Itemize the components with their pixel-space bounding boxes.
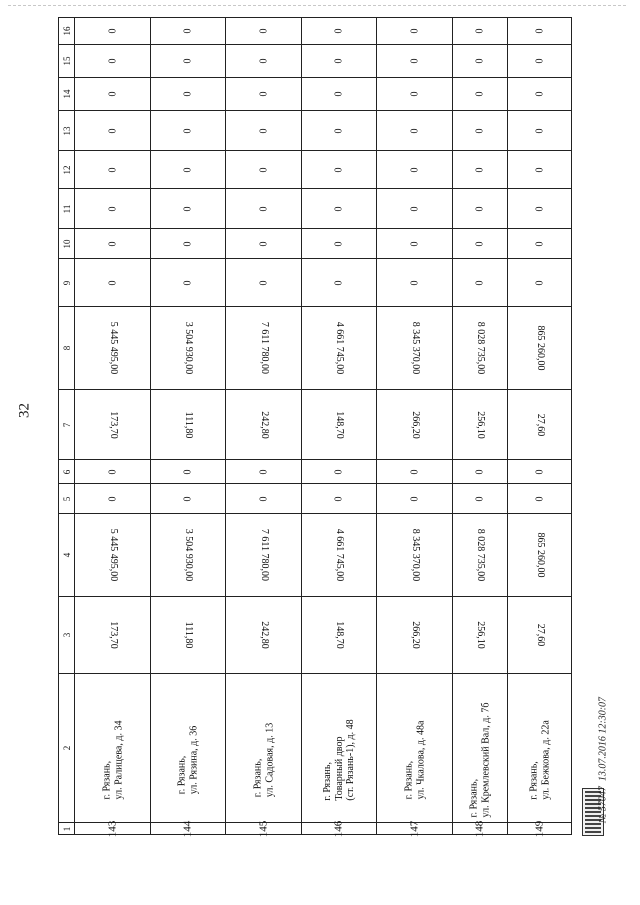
value-cell — [377, 484, 453, 514]
column-number: 3 — [61, 632, 72, 638]
value-cell — [226, 229, 302, 259]
value-cell — [226, 259, 302, 307]
column-number: 14 — [61, 89, 72, 99]
cell-value: 0 — [257, 241, 269, 246]
value-cell — [377, 307, 453, 390]
address-text: г. Рязань, ул. Садовая, д. 13 — [252, 722, 275, 798]
cell-value: 0 — [533, 280, 545, 285]
column-number: 9 — [61, 280, 72, 285]
value-cell — [453, 151, 508, 189]
value-cell — [302, 390, 377, 460]
cell-value: 0 — [474, 206, 486, 211]
cell-value: 0 — [333, 469, 345, 474]
cell-value: 0 — [182, 241, 194, 246]
cell-value: 173,70 — [107, 410, 119, 439]
cell-value: 27,60 — [534, 623, 546, 647]
value-cell — [453, 78, 508, 111]
value-cell — [75, 17, 151, 45]
value-cell — [508, 45, 572, 78]
cell-value: 4 661 745,00 — [333, 321, 345, 375]
cell-value: 0 — [333, 496, 345, 501]
row-number: 147 — [408, 820, 421, 837]
column-number-cell — [58, 597, 75, 674]
value-cell — [151, 78, 226, 111]
column-number: 16 — [61, 26, 72, 36]
column-number: 7 — [61, 422, 72, 427]
column-number-cell — [58, 823, 75, 835]
value-cell — [226, 189, 302, 229]
value-cell — [508, 307, 572, 390]
cell-value: 148,70 — [333, 621, 345, 649]
cell-value: 0 — [533, 28, 545, 34]
value-cell — [453, 259, 508, 307]
value-cell — [302, 111, 377, 151]
cell-value: 0 — [533, 496, 545, 501]
address-cell — [75, 674, 151, 823]
value-cell — [377, 111, 453, 151]
value-cell — [151, 45, 226, 78]
address-text: г. Рязань, Товарный двор (ст. Рязань-1), д. 48 — [321, 719, 356, 801]
cell-value: 256,10 — [474, 621, 486, 649]
row-number: 144 — [181, 820, 194, 837]
cell-value: 0 — [333, 167, 345, 172]
value-cell — [302, 78, 377, 111]
column-number-cell — [58, 484, 75, 514]
cell-value: 266,20 — [409, 410, 421, 439]
value-cell — [377, 259, 453, 307]
value-cell — [377, 151, 453, 189]
value-cell — [75, 390, 151, 460]
value-cell — [453, 111, 508, 151]
row-number-cell — [377, 820, 453, 837]
row-number: 148 — [473, 820, 486, 837]
value-cell — [508, 189, 572, 229]
value-cell — [453, 307, 508, 390]
stamp-number: № 57047 — [597, 786, 609, 824]
value-cell — [377, 514, 453, 597]
value-cell — [302, 259, 377, 307]
value-cell — [453, 45, 508, 78]
value-cell — [75, 259, 151, 307]
cell-value: 266,20 — [409, 621, 421, 649]
value-cell — [75, 597, 151, 674]
page-number: 32 — [16, 403, 33, 418]
value-cell — [377, 189, 453, 229]
column-number: 6 — [61, 469, 72, 474]
column-number-cell — [58, 189, 75, 229]
address-cell — [226, 674, 302, 823]
value-cell — [75, 189, 151, 229]
value-cell — [226, 151, 302, 189]
value-cell — [151, 460, 226, 484]
value-cell — [151, 189, 226, 229]
row-number: 149 — [533, 820, 546, 837]
row-number-cell — [453, 820, 508, 837]
cell-value: 7 611 780,00 — [258, 321, 270, 375]
cell-value: 111,80 — [182, 411, 194, 438]
cell-value: 0 — [333, 91, 345, 97]
value-cell — [302, 514, 377, 597]
value-cell — [226, 390, 302, 460]
column-number-cell — [58, 111, 75, 151]
row-number: 145 — [257, 820, 270, 837]
column-number: 8 — [61, 345, 72, 351]
cell-value: 4 661 745,00 — [333, 528, 345, 582]
value-cell — [508, 78, 572, 111]
cell-value: 111,80 — [182, 621, 194, 649]
cell-value: 0 — [257, 91, 269, 97]
cell-value: 0 — [182, 128, 194, 133]
cell-value: 0 — [533, 58, 545, 64]
cell-value: 0 — [106, 206, 118, 211]
value-cell — [226, 307, 302, 390]
cell-value: 0 — [333, 206, 345, 211]
value-cell — [302, 17, 377, 45]
cell-value: 865 260,00 — [534, 325, 546, 371]
value-cell — [151, 390, 226, 460]
cell-value: 0 — [333, 58, 345, 64]
value-cell — [226, 17, 302, 45]
cell-value: 0 — [257, 128, 269, 133]
cell-value: 0 — [106, 58, 118, 64]
cell-value: 0 — [106, 128, 118, 133]
value-cell — [226, 484, 302, 514]
cell-value: 0 — [106, 167, 118, 172]
cell-value: 0 — [333, 28, 345, 34]
value-cell — [151, 307, 226, 390]
column-number-cell — [58, 307, 75, 390]
cell-value: 242,80 — [258, 621, 270, 649]
column-number-cell — [58, 151, 75, 189]
cell-value: 0 — [106, 280, 118, 285]
value-cell — [377, 229, 453, 259]
cell-value: 8 345 370,00 — [409, 321, 421, 375]
row-number-cell — [508, 820, 572, 837]
value-cell — [75, 307, 151, 390]
address-text: г. Рязань, ул. Чкалова, д. 48а — [403, 720, 426, 800]
cell-value: 0 — [257, 28, 269, 34]
cell-value: 148,70 — [333, 410, 345, 439]
address-cell — [302, 674, 377, 823]
cell-value: 0 — [533, 91, 545, 97]
value-cell — [453, 229, 508, 259]
value-cell — [75, 78, 151, 111]
cell-value: 0 — [257, 167, 269, 172]
cell-value: 0 — [257, 280, 269, 285]
column-number: 1 — [61, 826, 72, 831]
cell-value: 0 — [408, 280, 420, 285]
cell-value: 0 — [474, 469, 486, 474]
cell-value: 0 — [533, 241, 545, 246]
data-table — [58, 17, 572, 835]
cell-value: 0 — [333, 241, 345, 246]
cell-value: 0 — [182, 469, 194, 474]
value-cell — [508, 229, 572, 259]
cell-value: 0 — [333, 280, 345, 285]
document-stamp — [598, 697, 609, 823]
value-cell — [75, 111, 151, 151]
value-cell — [377, 45, 453, 78]
cell-value: 0 — [106, 91, 118, 97]
row-number: 146 — [332, 820, 345, 837]
scan-edge-line — [8, 5, 626, 7]
address-text: г. Рязань, ул. Кремлевский Вал, д. 7б — [468, 702, 491, 818]
value-cell — [302, 307, 377, 390]
cell-value: 0 — [106, 469, 118, 474]
cell-value: 0 — [474, 280, 486, 285]
cell-value: 0 — [106, 496, 118, 501]
value-cell — [453, 514, 508, 597]
column-number: 10 — [61, 239, 72, 248]
value-cell — [302, 460, 377, 484]
column-number-cell — [58, 45, 75, 78]
cell-value: 0 — [333, 128, 345, 133]
column-number-cell — [58, 78, 75, 111]
value-cell — [75, 151, 151, 189]
value-cell — [151, 111, 226, 151]
cell-value: 0 — [408, 206, 420, 211]
cell-value: 0 — [182, 58, 194, 64]
cell-value: 865 260,00 — [534, 532, 546, 578]
address-text: г. Рязань, ул. Рязина, д. 36 — [176, 725, 199, 795]
cell-value: 7 611 780,00 — [258, 528, 270, 582]
cell-value: 0 — [182, 206, 194, 211]
value-cell — [302, 229, 377, 259]
value-cell — [508, 17, 572, 45]
value-cell — [453, 484, 508, 514]
cell-value: 0 — [257, 469, 269, 474]
address-cell — [151, 674, 226, 823]
cell-value: 0 — [408, 469, 420, 474]
address-cell — [377, 674, 453, 823]
cell-value: 0 — [257, 206, 269, 211]
column-number-cell — [58, 674, 75, 823]
cell-value: 5 445 495,00 — [107, 528, 119, 582]
stamp-datetime: 13.07.2016 12:30:07 — [597, 696, 609, 782]
value-cell — [302, 45, 377, 78]
cell-value: 0 — [408, 496, 420, 501]
value-cell — [453, 189, 508, 229]
cell-value: 0 — [106, 28, 118, 34]
value-cell — [302, 151, 377, 189]
row-number-cell — [75, 820, 151, 837]
cell-value: 8 028 735,00 — [474, 528, 486, 582]
value-cell — [508, 151, 572, 189]
value-cell — [377, 17, 453, 45]
value-cell — [302, 189, 377, 229]
value-cell — [226, 514, 302, 597]
value-cell — [151, 514, 226, 597]
value-cell — [151, 229, 226, 259]
column-number-cell — [58, 460, 75, 484]
address-cell — [453, 674, 508, 823]
column-number: 4 — [61, 552, 72, 558]
value-cell — [226, 597, 302, 674]
cell-value: 0 — [408, 167, 420, 172]
value-cell — [453, 597, 508, 674]
value-cell — [226, 45, 302, 78]
cell-value: 0 — [257, 58, 269, 64]
cell-value: 0 — [408, 28, 420, 34]
cell-value: 8 028 735,00 — [474, 321, 486, 375]
value-cell — [226, 111, 302, 151]
cell-value: 242,80 — [258, 410, 270, 439]
column-number: 15 — [61, 56, 72, 66]
cell-value: 256,10 — [474, 410, 486, 439]
column-number: 12 — [61, 165, 72, 174]
cell-value: 0 — [474, 167, 486, 172]
cell-value: 0 — [474, 128, 486, 133]
cell-value: 0 — [106, 241, 118, 246]
row-number-cell — [226, 820, 302, 837]
column-number-cell — [58, 390, 75, 460]
cell-value: 3 504 930,00 — [182, 528, 194, 582]
row-number-cell — [151, 820, 226, 837]
value-cell — [508, 514, 572, 597]
value-cell — [302, 484, 377, 514]
value-cell — [377, 390, 453, 460]
value-cell — [508, 460, 572, 484]
column-number: 13 — [61, 126, 72, 135]
value-cell — [508, 484, 572, 514]
column-number: 11 — [61, 204, 72, 213]
value-cell — [377, 78, 453, 111]
value-cell — [151, 17, 226, 45]
value-cell — [453, 390, 508, 460]
cell-value: 5 445 495,00 — [107, 321, 119, 375]
value-cell — [453, 460, 508, 484]
cell-value: 3 504 930,00 — [182, 321, 194, 375]
value-cell — [151, 484, 226, 514]
cell-value: 0 — [474, 28, 486, 34]
value-cell — [302, 597, 377, 674]
cell-value: 0 — [257, 496, 269, 501]
value-cell — [508, 597, 572, 674]
column-number: 5 — [61, 496, 72, 501]
value-cell — [508, 111, 572, 151]
cell-value: 173,70 — [107, 621, 119, 649]
cell-value: 0 — [408, 58, 420, 64]
column-number-cell — [58, 17, 75, 45]
cell-value: 0 — [408, 128, 420, 133]
cell-value: 27,60 — [534, 413, 546, 436]
value-cell — [75, 45, 151, 78]
value-cell — [151, 259, 226, 307]
address-text: г. Рязань, ул. Ралицева, д. 34 — [101, 720, 124, 800]
value-cell — [75, 484, 151, 514]
value-cell — [75, 229, 151, 259]
cell-value: 0 — [182, 280, 194, 285]
cell-value: 0 — [182, 91, 194, 97]
value-cell — [151, 151, 226, 189]
cell-value: 0 — [474, 91, 486, 97]
cell-value: 0 — [533, 469, 545, 474]
cell-value: 0 — [474, 241, 486, 246]
cell-value: 0 — [533, 167, 545, 172]
value-cell — [75, 460, 151, 484]
column-number: 2 — [61, 745, 72, 751]
row-number: 143 — [106, 820, 119, 837]
address-cell — [508, 674, 572, 823]
cell-value: 0 — [533, 128, 545, 133]
cell-value: 0 — [474, 58, 486, 64]
cell-value: 0 — [474, 496, 486, 501]
value-cell — [508, 390, 572, 460]
column-number-cell — [58, 514, 75, 597]
value-cell — [377, 597, 453, 674]
row-number-cell — [302, 820, 377, 837]
cell-value: 0 — [408, 91, 420, 97]
value-cell — [453, 17, 508, 45]
column-number-cell — [58, 229, 75, 259]
cell-value: 0 — [182, 28, 194, 34]
value-cell — [226, 78, 302, 111]
cell-value: 8 345 370,00 — [409, 528, 421, 582]
value-cell — [151, 597, 226, 674]
address-text: г. Рязань, ул. Бежкова, д. 22а — [528, 720, 551, 800]
value-cell — [508, 259, 572, 307]
cell-value: 0 — [182, 496, 194, 501]
cell-value: 0 — [182, 167, 194, 172]
value-cell — [226, 460, 302, 484]
cell-value: 0 — [533, 206, 545, 211]
column-number-cell — [58, 259, 75, 307]
value-cell — [377, 460, 453, 484]
value-cell — [75, 514, 151, 597]
cell-value: 0 — [408, 241, 420, 246]
